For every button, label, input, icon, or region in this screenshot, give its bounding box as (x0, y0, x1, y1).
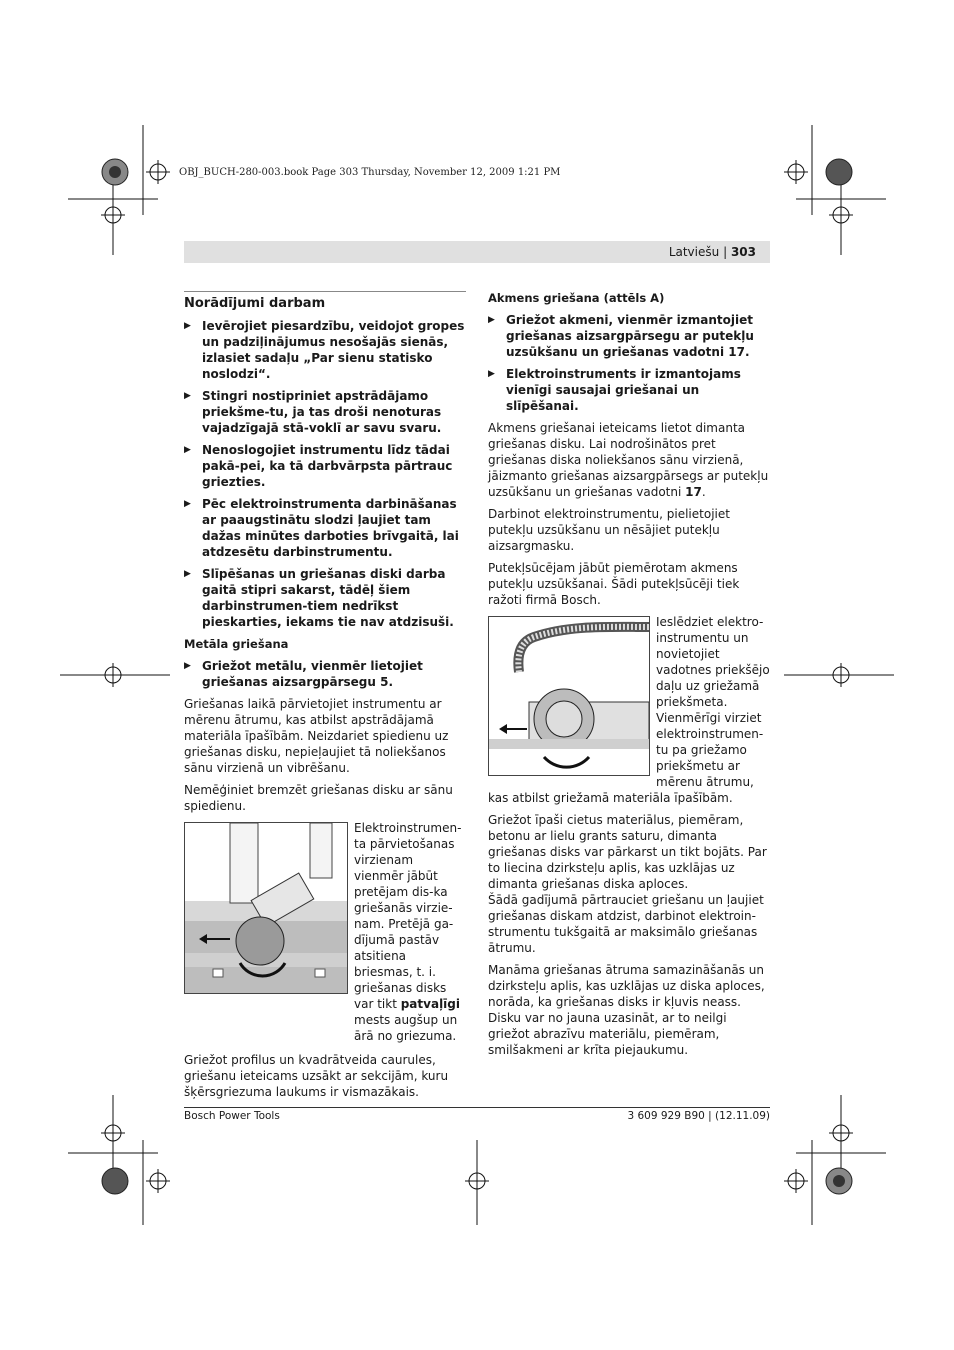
bullet-text: Griežot metālu, vienmēr lietojiet griešanas aizsargpārsegu 5. (202, 659, 423, 689)
stone-cutting-title: Akmens griešana (attēls A) (488, 291, 665, 305)
bullet-item: ▶ Elektroinstruments ir izmantojams vienīgi sausajai griešanai un slīpēšanai. (488, 366, 770, 414)
bullet-text: Elektroinstruments ir izmantojams vienīgi sausajai griešanai un slīpēšanai. (506, 367, 741, 413)
header-separator: | (723, 245, 728, 259)
footer-brand: Bosch Power Tools (184, 1110, 280, 1122)
paragraph (488, 420, 770, 500)
bullet-text: Nenoslogojiet instrumentu līdz tādai pakā-pei, ka tā darbvārpsta pārtrauc griezties. (202, 443, 453, 489)
section-title: Norādījumi darbam (184, 291, 466, 312)
header-language: Latviešu (668, 245, 720, 259)
footer-rule (184, 1107, 770, 1108)
bullet-item: ▶ Griežot akmeni, vienmēr izmantojiet griešanas aizsargpārsegu ar putekļu uzsūkšanu un griešanas vadotni 17. (488, 312, 770, 360)
figure-side-text-part: mests augšup un ārā no griezuma. (354, 1013, 458, 1043)
print-info: OBJ_BUCH-280-003.book Page 303 Thursday, November 12, 2009 1:21 PM (179, 167, 561, 178)
paragraph: Griežot profilus un kvadrātveida caurules, griešanu ieteicams uzsākt ar sekcijām, kuru šķērsgriezuma laukums ir vismazākais. (184, 1053, 449, 1099)
bullet-item: ▶ Nenoslogojiet instrumentu līdz tādai pakā-pei, ka tā darbvārpsta pārtrauc griezties. (184, 442, 466, 490)
paragraph: Manāma griešanas ātruma samazināšanās un dzirksteļu aplis, kas uzklājas uz diska aploces, norāda, ka griešanas disks ir kļuvis neass. Disku var no jauna uzasināt, ar to neilgi griežot abrazīvu materiālu, piemēram, smilšakmeni ar krīta piejaukumu. (488, 963, 765, 1057)
bullet-text: Ievērojiet piesardzību, veidojot gropes un padziļinājumus nesošajās sienās, izlasiet sadaļu „Par sienu statisko noslodzi“. (202, 319, 465, 381)
metal-cutting-title: Metāla griešana (184, 637, 289, 651)
bullet-item: ▶ Griežot metālu, vienmēr lietojiet griešanas aizsargpārsegu 5. (184, 658, 466, 690)
figure-side-text (354, 820, 466, 1044)
figure-side-text: Ieslēdziet elektro-instrumentu un novietojiet vadotnes priekšējo daļu uz griežamā priekšmeta. Vienmērīgi virziet elektroinstrumen-tu pa griežamo priekšmetu ar mērenu ātrumu, (656, 615, 770, 789)
paragraph: kas atbilst griežamā materiāla īpašībām. (488, 791, 733, 805)
paragraph: Nemēģiniet bremzēt griešanas disku ar sānu spiedienu. (184, 783, 453, 813)
paragraph-text: Akmens griešanai ieteicams lietot dimanta griešanas disku. Lai nodrošinātos pret griešanas diska noliekšanos sānu virzienā, jāizmanto griešanas aizsargpārsegs ar putekļu uzsūkšanu un griešanas vadotni (488, 421, 769, 499)
page-number: 303 (730, 245, 756, 259)
paragraph: Šādā gadījumā pārtrauciet griešanu un ļaujiet griešanas diskam atdzist, darbinot elektroin-strumentu tukšgaitā ar maksimālo griešanas ātrumu. (488, 893, 764, 955)
bullet-text: Pēc elektroinstrumenta darbināšanas ar paaugstinātu slodzi ļaujiet tam dažas minūtes darboties brīvgaitā, lai atdzesētu darbinstrumentu. (202, 497, 459, 559)
left-column (184, 291, 466, 1106)
bullet-text: Slīpēšanas un griešanas diski darba gaitā stipri sakarst, tādēļ šiem darbinstrumen-tiem nedrīkst pieskarties, iekams tie nav atdzisuši. (202, 567, 454, 629)
paragraph: Darbinot elektroinstrumentu, pielietojiet putekļu uzsūkšanu un nēsājiet putekļu aizsargmasku. (488, 507, 730, 553)
stone-cutting-figure (488, 616, 650, 776)
bullet-item: ▶ Pēc elektroinstrumenta darbināšanas ar paaugstinātu slodzi ļaujiet tam dažas minūtes darboties brīvgaitā, lai atdzesētu darbinstrumentu. (184, 496, 466, 560)
figure-side-text-bold: patvaļīgi (400, 997, 460, 1011)
paragraph-bold: 17 (685, 485, 702, 499)
paragraph: Griežot īpaši cietus materiālus, piemēram, betonu ar lielu grants saturu, dimanta griešanas disks var pārkarst un tikt bojāts. Par to liecina dzirksteļu aplis, kas uzklājas uz dimanta griešanas diska aploces. (488, 813, 767, 891)
bullet-text: Griežot akmeni, vienmēr izmantojiet griešanas aizsargpārsegu ar putekļu uzsūkšanu un griešanas vadotni 17. (506, 313, 754, 359)
bullet-text: Stingri nostipriniet apstrādājamo priekšme-tu, ja tas droši nenoturas vajadzīgajā stā-voklī ar savu svaru. (202, 389, 442, 435)
bullet-item: ▶ Ievērojiet piesardzību, veidojot gropes un padziļinājumus nesošajās sienās, izlasiet sadaļu „Par sienu statisko noslodzi“. (184, 319, 465, 381)
right-column (488, 286, 770, 1064)
bullet-item: ▶ Stingri nostipriniet apstrādājamo priekšme-tu, ja tas droši nenoturas vajadzīgajā stā-voklī ar savu svaru. (184, 388, 466, 436)
metal-cutting-figure (184, 822, 348, 994)
paragraph: Putekļsūcējam jābūt piemērotam akmens putekļu uzsūkšanai. Šādi putekļsūcēji tiek ražoti firmā Bosch. (488, 561, 740, 607)
page-header (184, 241, 770, 263)
bullet-item: ▶ Slīpēšanas un griešanas diski darba gaitā stipri sakarst, tādēļ šiem darbinstrumen-tiem nedrīkst pieskarties, iekams tie nav atdzisuši. (184, 566, 466, 630)
paragraph-text: . (701, 485, 706, 499)
paragraph: Griešanas laikā pārvietojiet instrumentu ar mērenu ātrumu, kas atbilst apstrādājamā materiāla īpašībām. Neizdariet spiedienu uz griešanas disku, nepieļaujiet tā noliekšanos sānu virzienā un vibrēšanu. (184, 697, 449, 775)
footer-doc-number: 3 609 929 B90 | (12.11.09) (627, 1110, 770, 1122)
figure-side-text-part: Elektroinstrumen-ta pārvietošanas virzienam vienmēr jābūt pretējam dis-ka griešanās virzie-nam. Pretējā ga-dījumā pastāv atsitiena briesmas, t. i. griešanas disks var tikt (354, 821, 462, 1011)
